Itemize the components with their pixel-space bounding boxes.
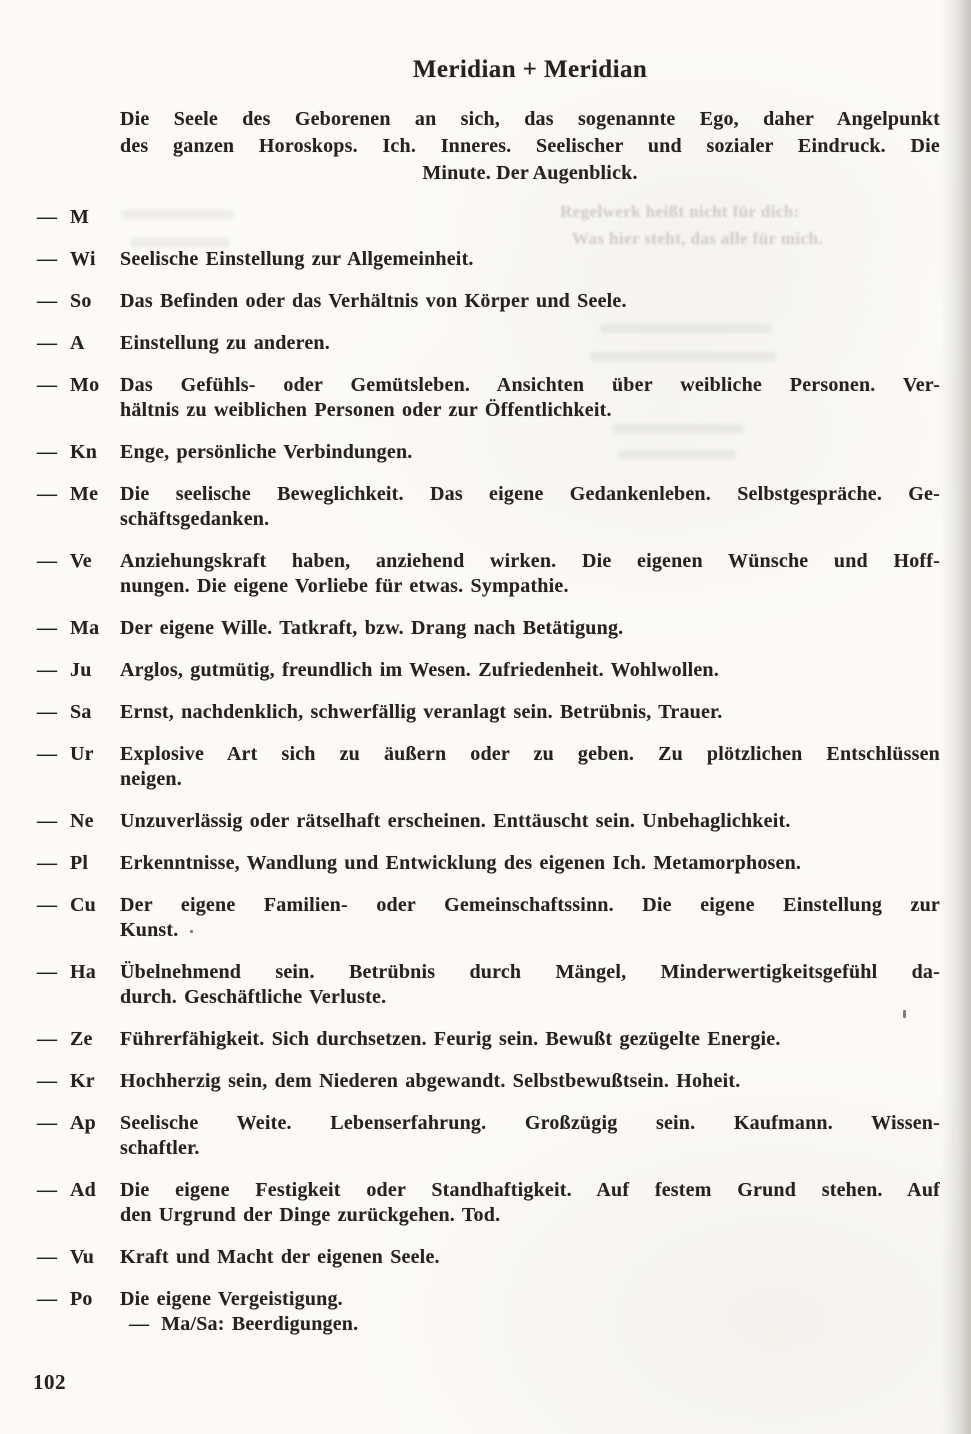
entry-description <box>120 205 940 230</box>
entry-row <box>37 373 940 423</box>
entry-row <box>37 289 940 314</box>
entry-dash: — <box>37 332 58 354</box>
entry-description <box>120 1287 940 1337</box>
entry-row <box>37 205 940 230</box>
entry-row <box>37 1178 940 1228</box>
entry-line: schaftler. <box>120 1137 200 1159</box>
entry-abbreviation: Pl <box>70 852 89 874</box>
entry-dash: — <box>37 1112 58 1134</box>
entry-line: Der eigene Familien- oder Gemeinschaftssinn. Die eigene Einstellung zur <box>120 894 940 916</box>
entry-line: Erkenntnisse, Wandlung und Entwicklung des eigenen Ich. Metamorphosen. <box>120 852 802 874</box>
entry-dash: — <box>37 1246 58 1268</box>
entry-line: Übelnehmend sein. Betrübnis durch Mängel, Minderwertigkeitsgefühl da- <box>120 961 940 983</box>
entry-dash: — <box>37 248 58 270</box>
intro-line: des ganzen Horoskops. Ich. Inneres. Seelischer und sozialer Eindruck. Die <box>120 135 940 157</box>
entry-description <box>120 809 940 834</box>
entry-row <box>37 331 940 356</box>
entry-abbreviation: Ap <box>70 1112 96 1134</box>
entry-line: Das Gefühls- oder Gemütsleben. Ansichten über weibliche Personen. Ver- <box>120 374 940 396</box>
entry-description <box>120 960 940 1010</box>
entry-line: den Urgrund der Dinge zurückgehen. Tod. <box>120 1204 501 1226</box>
entry-description <box>120 893 940 943</box>
entry-dash: — <box>37 701 58 723</box>
entry-description <box>120 247 940 272</box>
entry-row <box>37 1245 940 1270</box>
entry-description <box>120 616 940 641</box>
entry-dash: — <box>37 1070 58 1092</box>
entry-row <box>37 1069 940 1094</box>
entry-line: Hochherzig sein, dem Niederen abgewandt. Selbstbewußtsein. Hoheit. <box>120 1070 741 1092</box>
entry-description <box>120 289 940 314</box>
bleed-through-fragment: Was hier steht, das alle für mich. <box>572 229 823 248</box>
entry-line: Seelische Weite. Lebenserfahrung. Großzügig sein. Kaufmann. Wissen- <box>120 1112 940 1134</box>
entry-description <box>120 440 940 465</box>
entry-abbreviation: Ur <box>70 743 94 765</box>
entry-abbreviation: Po <box>70 1288 93 1310</box>
entry-row <box>37 960 940 1010</box>
entry-row <box>37 1027 940 1052</box>
entry-line: durch. Geschäftliche Verluste. <box>120 986 387 1008</box>
entry-line: Anziehungskraft haben, anziehend wirken. Die eigenen Wünsche und Hoff- <box>120 550 940 572</box>
entry-abbreviation: So <box>70 290 92 312</box>
entry-abbreviation: Ne <box>70 810 94 832</box>
entry-dash: — <box>37 1288 58 1310</box>
entry-abbreviation: A <box>70 332 85 354</box>
entry-description <box>120 373 940 423</box>
entry-dash: — <box>37 206 58 228</box>
entry-abbreviation: Ju <box>70 659 92 681</box>
entry-line: Kunst. <box>120 919 179 941</box>
entry-abbreviation: M <box>70 206 90 228</box>
entry-description <box>120 700 940 725</box>
entry-abbreviation: Mo <box>70 374 100 396</box>
entry-row <box>37 616 940 641</box>
entry-line: Explosive Art sich zu äußern oder zu geben. Zu plötzlichen Entschlüssen <box>120 743 940 765</box>
entry-dash: — <box>37 961 58 983</box>
entry-line: Einstellung zu anderen. <box>120 332 330 354</box>
entry-abbreviation: Kn <box>70 441 98 463</box>
entry-abbreviation: Me <box>70 483 99 505</box>
entry-line: Unzuverlässig oder rätselhaft erscheinen. Enttäuscht sein. Unbehaglichkeit. <box>120 810 791 832</box>
entry-dash: — <box>37 617 58 639</box>
entry-dash: — <box>37 550 58 572</box>
entry-line: hältnis zu weiblichen Personen oder zur Öffentlichkeit. <box>120 399 612 421</box>
page-edge-shadow <box>941 0 971 1434</box>
entry-description <box>120 482 940 532</box>
entry-description <box>120 331 940 356</box>
entry-line: Enge, persönliche Verbindungen. <box>120 441 413 463</box>
entry-line: Ernst, nachdenklich, schwerfällig veranlagt sein. Betrübnis, Trauer. <box>120 701 723 723</box>
entry-abbreviation: Ha <box>70 961 96 983</box>
entry-description <box>120 658 940 683</box>
entry-dash: — <box>37 483 58 505</box>
bleed-through-fragment: Regelwerk heißt nicht für dich: <box>560 202 800 221</box>
entry-row <box>37 482 940 532</box>
entry-abbreviation: Kr <box>70 1070 95 1092</box>
entry-row <box>37 247 940 272</box>
entry-line: neigen. <box>120 768 182 790</box>
entry-line: Das Befinden oder das Verhältnis von Körper und Seele. <box>120 290 627 312</box>
intro-paragraph <box>120 106 940 187</box>
entry-row <box>37 1287 940 1337</box>
entry-description <box>120 1111 940 1161</box>
entry-line: nungen. Die eigene Vorliebe für etwas. Sympathie. <box>120 575 569 597</box>
entry-row <box>37 809 940 834</box>
text-block <box>120 0 940 187</box>
entry-abbreviation: Sa <box>70 701 92 723</box>
entry-description <box>120 1069 940 1094</box>
entry-description <box>120 1027 940 1052</box>
entry-line: Die seelische Beweglichkeit. Das eigene Gedankenleben. Selbstgespräche. Ge- <box>120 483 940 505</box>
entry-abbreviation: Ma <box>70 617 100 639</box>
entry-row <box>37 742 940 792</box>
entry-subline <box>120 1312 940 1337</box>
entry-description <box>120 1178 940 1228</box>
entry-abbreviation: Ze <box>70 1028 93 1050</box>
entry-dash: — <box>37 374 58 396</box>
entry-dash: — <box>37 659 58 681</box>
subline-text: Ma/Sa: Beerdigungen. <box>161 1313 359 1335</box>
entry-dash: — <box>37 810 58 832</box>
entry-line: Die eigene Vergeistigung. <box>120 1288 343 1310</box>
entry-line: Die eigene Festigkeit oder Standhaftigkeit. Auf festem Grund stehen. Auf <box>120 1179 940 1201</box>
entry-line: Kraft und Macht der eigenen Seele. <box>120 1246 440 1268</box>
entry-row <box>37 851 940 876</box>
entry-dash: — <box>37 852 58 874</box>
intro-line: Die Seele des Geborenen an sich, das sogenannte Ego, daher Angelpunkt <box>120 108 940 130</box>
entry-description <box>120 851 940 876</box>
entry-line: Seelische Einstellung zur Allgemeinheit. <box>120 248 474 270</box>
entry-list <box>37 205 940 1337</box>
entry-row <box>37 1111 940 1161</box>
entry-line: Führerfähigkeit. Sich durchsetzen. Feurig sein. Bewußt gezügelte Energie. <box>120 1028 781 1050</box>
entry-dash: — <box>37 894 58 916</box>
entry-dash: — <box>37 441 58 463</box>
entry-row <box>37 658 940 683</box>
entry-abbreviation: Vu <box>70 1246 95 1268</box>
entry-abbreviation: Wi <box>70 248 96 270</box>
entry-description <box>120 742 940 792</box>
page-number: 102 <box>33 1370 66 1394</box>
intro-line: Minute. Der Augenblick. <box>422 162 638 184</box>
entry-description <box>120 549 940 599</box>
entry-row <box>37 440 940 465</box>
page-title: Meridian + Meridian <box>412 56 648 83</box>
entry-abbreviation: Ad <box>70 1179 96 1201</box>
entry-abbreviation: Ve <box>70 550 92 572</box>
subline-dash: — <box>129 1313 150 1335</box>
entry-line: Arglos, gutmütig, freundlich im Wesen. Zufriedenheit. Wohlwollen. <box>120 659 719 681</box>
entry-row <box>37 700 940 725</box>
entry-line: schäftsgedanken. <box>120 508 270 530</box>
entry-row <box>37 893 940 943</box>
entry-dash: — <box>37 290 58 312</box>
entry-dash: — <box>37 1179 58 1201</box>
entry-row <box>37 549 940 599</box>
entry-line: Der eigene Wille. Tatkraft, bzw. Drang nach Betätigung. <box>120 617 624 639</box>
entry-abbreviation: Cu <box>70 894 96 916</box>
entry-description <box>120 1245 940 1270</box>
entry-dash: — <box>37 1028 58 1050</box>
entry-dash: — <box>37 743 58 765</box>
